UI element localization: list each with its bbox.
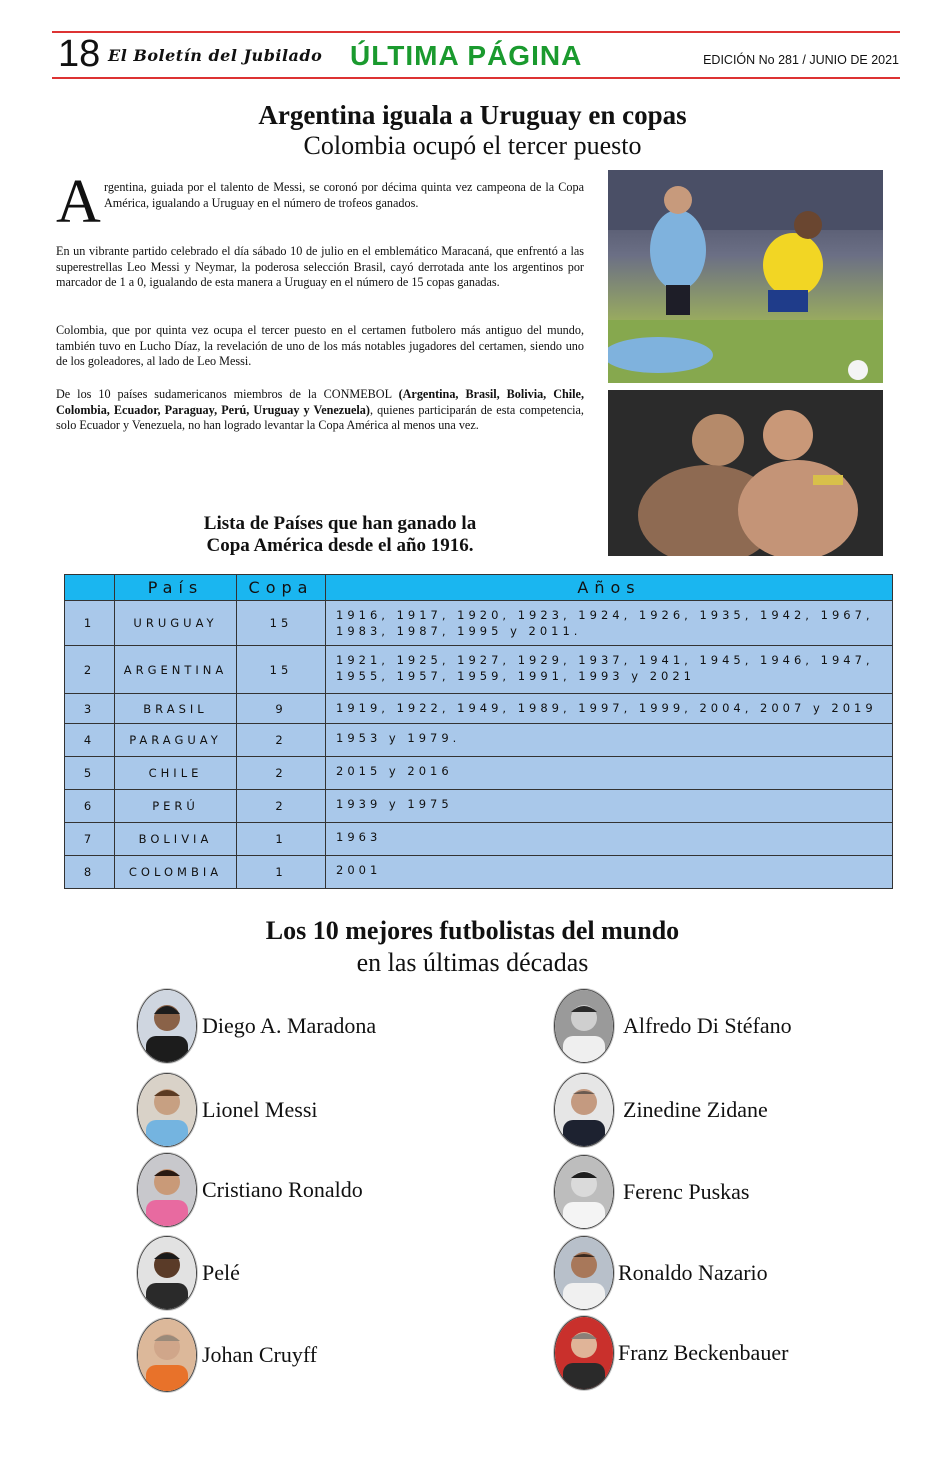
article-paragraph-3: Colombia, que por quinta vez ocupa el tercer puesto en el certamen futbolero más antiguo del mundo, también tuvo en Lucho Díaz, la revelación de uno de los más notables jugadores del certamen, siendo uno de los goleadores, al lado de Leo Messi. bbox=[56, 323, 584, 369]
row-years: 2015 y 2016 bbox=[326, 757, 893, 790]
player-name: Zinedine Zidane bbox=[623, 1097, 768, 1122]
row-cups: 2 bbox=[237, 724, 326, 757]
player-portrait bbox=[554, 989, 614, 1063]
table-header-row bbox=[65, 575, 893, 601]
row-cups: 1 bbox=[237, 823, 326, 856]
player-entry bbox=[554, 1316, 788, 1390]
row-country: PARAGUAY bbox=[115, 724, 237, 757]
match-photo bbox=[608, 170, 883, 383]
player-name: Cristiano Ronaldo bbox=[202, 1177, 363, 1202]
player-portrait bbox=[554, 1236, 614, 1310]
row-cups: 9 bbox=[237, 694, 326, 724]
players-embrace-photo bbox=[608, 390, 883, 556]
article-paragraph-4 bbox=[56, 387, 584, 434]
player-portrait bbox=[554, 1316, 614, 1390]
row-number: 5 bbox=[65, 757, 115, 790]
row-years: 1916, 1917, 1920, 1923, 1924, 1926, 1935, 1942, 1967, 1983, 1987, 1995 y 2011. bbox=[326, 601, 893, 646]
row-number: 6 bbox=[65, 790, 115, 823]
player-name: Ferenc Puskas bbox=[623, 1179, 750, 1204]
player-entry bbox=[137, 1073, 318, 1147]
header-country: País bbox=[115, 575, 237, 601]
header-number bbox=[65, 575, 115, 601]
player-entry bbox=[554, 1073, 768, 1147]
row-country: PERÚ bbox=[115, 790, 237, 823]
player-portrait bbox=[137, 1153, 197, 1227]
table-row bbox=[65, 790, 893, 823]
drop-cap: A bbox=[56, 168, 101, 236]
player-name: Alfredo Di Stéfano bbox=[623, 1013, 792, 1038]
player-entry bbox=[137, 1318, 317, 1392]
header-years: Años bbox=[326, 575, 893, 601]
row-years: 1919, 1922, 1949, 1989, 1997, 1999, 2004, 2007 y 2019 bbox=[326, 694, 893, 724]
table-row bbox=[65, 724, 893, 757]
row-cups: 2 bbox=[237, 790, 326, 823]
row-cups: 2 bbox=[237, 757, 326, 790]
row-country: URUGUAY bbox=[115, 601, 237, 646]
player-name: Johan Cruyff bbox=[202, 1342, 318, 1367]
row-years: 1963 bbox=[326, 823, 893, 856]
p4-countries: (Argentina, Brasil, Bolivia, Chile, Colombia, Ecuador, Paraguay, Perú, Uruguay y Venezuela) bbox=[56, 387, 585, 417]
player-portrait bbox=[137, 1318, 197, 1392]
header-bottom-rule bbox=[52, 77, 900, 79]
publication-name: El Boletín del Jubilado bbox=[108, 46, 323, 65]
page-number: 18 bbox=[58, 33, 101, 75]
row-country: CHILE bbox=[115, 757, 237, 790]
row-number: 3 bbox=[65, 694, 115, 724]
players-title: Los 10 mejores futbolistas del mundo bbox=[265, 916, 680, 945]
article-subheadline: Colombia ocupó el tercer puesto bbox=[303, 131, 642, 160]
header-top-rule bbox=[52, 31, 900, 33]
player-entry bbox=[137, 1236, 240, 1310]
table-row bbox=[65, 694, 893, 724]
row-cups: 15 bbox=[237, 646, 326, 694]
player-portrait bbox=[137, 1073, 197, 1147]
table-row bbox=[65, 856, 893, 889]
article-paragraph-1: rgentina, guiada por el talento de Messi, se coronó por décima quinta vez campeona de la Copa América, igualando a Uruguay en el número de trofeos ganados. bbox=[104, 180, 584, 210]
row-country: COLOMBIA bbox=[115, 856, 237, 889]
row-number: 1 bbox=[65, 601, 115, 646]
player-name: Ronaldo Nazario bbox=[618, 1260, 768, 1285]
row-years: 1939 y 1975 bbox=[326, 790, 893, 823]
player-entry bbox=[137, 1153, 363, 1227]
row-years: 1953 y 1979. bbox=[326, 724, 893, 757]
table-title-line-2: Copa América desde el año 1916. bbox=[206, 535, 474, 556]
edition-info: EDICIÓN No 281 / JUNIO DE 2021 bbox=[703, 53, 899, 67]
player-entry bbox=[554, 1155, 749, 1229]
player-name: Pelé bbox=[202, 1260, 240, 1285]
article-headline: Argentina iguala a Uruguay en copas bbox=[258, 100, 687, 130]
section-title: ÚLTIMA PÁGINA bbox=[350, 40, 583, 71]
player-portrait bbox=[137, 989, 197, 1063]
row-country: BRASIL bbox=[115, 694, 237, 724]
row-number: 7 bbox=[65, 823, 115, 856]
row-country: BOLIVIA bbox=[115, 823, 237, 856]
row-cups: 1 bbox=[237, 856, 326, 889]
table-title-line-1: Lista de Países que han ganado la bbox=[203, 513, 477, 534]
row-country: ARGENTINA bbox=[115, 646, 237, 694]
p4-end: , quienes participarán de esta competencia, solo Ecuador y Venezuela, no han logrado levantar la Copa América al menos una vez. bbox=[56, 402, 584, 433]
table-title bbox=[160, 513, 520, 557]
table-row bbox=[65, 757, 893, 790]
player-entry bbox=[137, 989, 376, 1063]
row-cups: 15 bbox=[237, 601, 326, 646]
table-row bbox=[65, 601, 893, 646]
player-entry bbox=[554, 989, 792, 1063]
row-number: 2 bbox=[65, 646, 115, 694]
player-portrait bbox=[554, 1073, 614, 1147]
row-years: 2001 bbox=[326, 856, 893, 889]
player-name: Franz Beckenbauer bbox=[618, 1340, 789, 1365]
copa-america-table bbox=[64, 574, 893, 889]
player-entry bbox=[554, 1236, 768, 1310]
p4-start: De los 10 países sudamericanos miembros de la CONMEBOL bbox=[56, 387, 399, 401]
player-portrait bbox=[137, 1236, 197, 1310]
row-number: 4 bbox=[65, 724, 115, 757]
player-name: Lionel Messi bbox=[202, 1097, 318, 1122]
table-row bbox=[65, 646, 893, 694]
article-paragraph-2: En un vibrante partido celebrado el día sábado 10 de julio en el emblemático Maracaná, que enfrentó a las superestrellas Leo Messi y Neymar, la poderosa selección Brasil, cayó derrotada ante los argentinos por marcador de 1 a 0, igualando de esta manera a Uruguay en el número de 15 copas ganadas. bbox=[56, 244, 584, 290]
header-cups: Copa bbox=[237, 575, 326, 601]
player-portrait bbox=[554, 1155, 614, 1229]
row-years: 1921, 1925, 1927, 1929, 1937, 1941, 1945, 1946, 1947, 1955, 1957, 1959, 1991, 1993 y 2021 bbox=[326, 646, 893, 694]
player-name: Diego A. Maradona bbox=[202, 1013, 377, 1038]
players-subtitle: en las últimas décadas bbox=[356, 948, 589, 977]
row-number: 8 bbox=[65, 856, 115, 889]
table-row bbox=[65, 823, 893, 856]
